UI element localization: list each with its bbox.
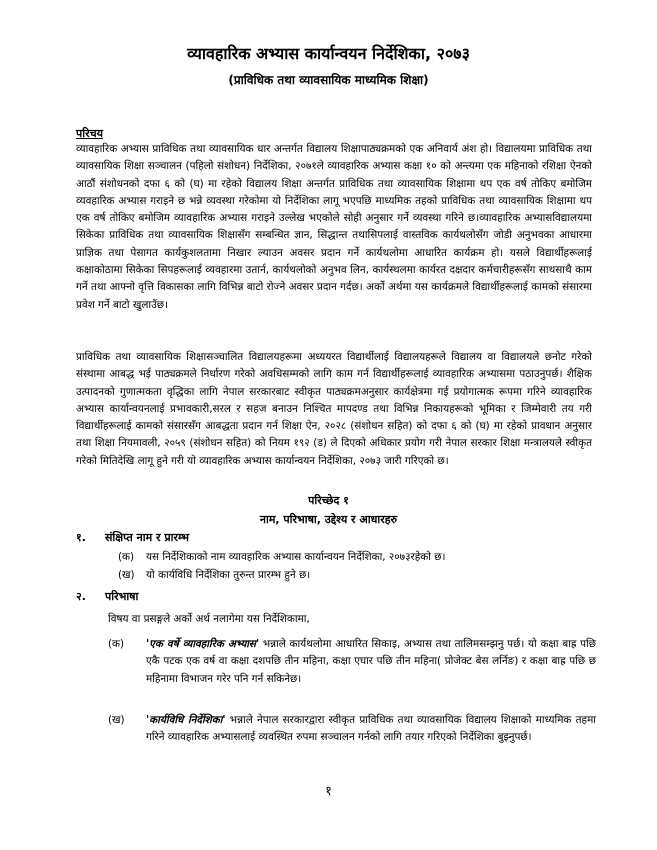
intro-heading: परिचय: [76, 127, 103, 140]
section-1-number: १.: [76, 531, 86, 544]
chapter-title: नाम, परिभाषा, उद्देश्य र आधारहरु: [259, 513, 398, 526]
intro-paragraph-1: व्यावहारिक अभ्यास प्राविधिक तथा व्यावसायिक धार अन्तर्गत विद्यालय शिक्षापाठ्यक्रमको एक अनिवार्य अंश हो। विद्यालयमा प्राविधिक तथा व्यावसायिक शिक्षा सञ्चालन (पहिलो संशोधन) निर्देशिका, २०७१ले व्यावहारिक अभ्यास कक्षा १० को अन्त्यमा एक महिनाको रशिक्षा ऐनको आठौं संशोधनको दफा ६ को (घ) मा रहेको विद्यालय शिक्षा अन्तर्गत प्राविधिक तथा व्यावसायिक शिक्षामा थप एक वर्ष तोकिए बमोजिम व्यवहारिक अभ्यास गराइने छ भन्ने व्यवस्था गरेकोमा यो निर्देशिका लागू भएपछि माध्यमिक तहको प्राविधिक तथा व्यावसायिक शिक्षामा थप एक वर्ष तोकिए बमोजिम व्यावहारिक अभ्यास गराइने उल्लेख भएकोले सोही अनुसार गर्ने व्यवस्था गरिने छ।व्यावहारिक अभ्यासविद्यालयमा सिकेका प्राविधिक तथा व्यावसायिक शिक्षासँग सम्बन्धित ज्ञान, सिद्धान्त तथासिपलाई वास्तविक कार्यथलोसँग जोडी अनुभवका आधारमा प्राज्ञिक तथा पेसागत कार्यकुशलतामा निखार ल्याउन अवसर प्रदान गर्ने कार्यथलोमा आधारित कार्यक्रम हो। यसले विद्यार्थीहरूलाई कक्षाकोठामा सिकेका सिपहरूलाई व्यवहारमा उतार्न, कार्यथलोको अनुभव लिन, कार्यस्थलमा कार्यरत दक्षदार कर्मचारीहरूसँग साथसाथै काम गर्ने तथा आफ्नो वृत्ति विकासका लागि विभिन्न बाटो रोज्ने अवसर प्रदान गर्दछ। अर्को अर्थमा यस कार्यक्रमले विद्यार्थीहरूलाई कामको संसारमा प्रवेश गर्ने बाटो खुलाउँछ।: [76, 143, 592, 311]
document-title: व्यावहारिक अभ्यास कार्यान्वयन निर्देशिका, २०७३: [187, 44, 470, 63]
section-1-item-a-label: (क): [118, 551, 135, 563]
section-1-item-b-text: यो कार्यविधि निर्देशिका तुरुन्त प्रारम्भ हुने छ।: [146, 569, 311, 581]
section-1-title: संक्षिप्त नाम र प्रारम्भ: [105, 531, 189, 544]
page-number: १: [325, 784, 332, 799]
section-2-lead: विषय वा प्रसङ्गले अर्को अर्थ नलागेमा यस निर्देशिकामा,: [108, 613, 310, 625]
definition-b: [146, 712, 596, 747]
document-subtitle: (प्राविधिक तथा व्यावसायिक माध्यमिक शिक्षा): [228, 73, 429, 87]
definition-a-label: (क): [108, 638, 125, 650]
definition-a-text: भन्नाले कार्यथलोमा आधारित सिकाइ, अभ्यास तथा तालिमसम्झनु पर्छ। यो कक्षा बाह्र पछि एकै पटक एक वर्ष वा कक्षा दशपछि तीन महिना, कक्षा एघार पछि तीन महिना( प्रोजेक्ट बेस लर्निङ) र कक्षा बाह्र पछि छ महिनामा विभाजन गरेर पनि गर्न सकिनेछ।: [146, 638, 596, 685]
definition-b-label: (ख): [108, 714, 125, 726]
section-1-item-b-label: (ख): [118, 569, 135, 581]
intro-paragraph-2: प्राविधिक तथा व्यावसायिक शिक्षासञ्चालित विद्यालयहरूमा अध्ययरत विद्यार्थीलाई विद्यालयहरूले विद्यालय वा विद्यालयले छनोट गरेको संस्थामा आबद्ध भई पाठ्यक्रमले निर्धारण गरेको अवधिसम्मको लागि काम गर्न विद्यार्थीहरूलाई व्यावहारिक अभ्यासमा पठाउनुपर्छ। शैक्षिक उत्पादनको गुणात्मकता वृद्धिका लागि नेपाल सरकारबाट स्वीकृत पाठ्यक्रमअनुसार कार्यक्षेत्रमा गई प्रयोगात्मक रूपमा गरिने व्यावहारिक अभ्यास कार्यान्वयनलाई प्रभावकारी,सरल र सहज बनाउन निश्चित मापदण्ड तथा विभिन्न निकायहरूको भूमिका र जिम्मेवारी तय गरी विद्यार्थीहरूलाई कामको संसारसँग आबद्धता प्रदान गर्न शिक्षा ऐन, २०२८ (संशोधन सहित) को दफा ६ को (घ) मा रहेको प्रावधान अनुसार तथा शिक्षा नियमावली, २०५९ (संशोधन सहित) को नियम १९२ (ड) ले दिएको अधिकार प्रयोग गरी नेपाल सरकार शिक्षा मन्त्रालयले स्वीकृत गरेको मितिदेखि लागू हुने गरी यो व्यावहारिक अभ्यास कार्यान्वयन निर्देशिका, २०७३ जारी गरिएको छ।: [76, 351, 592, 467]
definition-a: [146, 636, 596, 688]
definition-b-text: भन्नाले नेपाल सरकारद्वारा स्वीकृत प्राविधिक तथा व्यावसायिक विद्यालय शिक्षाको माध्यमिक तहमा गरिने व्यावहारिक अभ्यासलाई व्यवस्थित रुपमा सञ्चालन गर्नको लागि तयार गरिएको निर्देशिका बुझ्नुपर्छ।: [146, 714, 596, 744]
chapter-number: परिच्छेद १: [308, 494, 349, 507]
definition-a-term: 'एक वर्षे व्यावहारिक अभ्यास': [146, 638, 260, 650]
definition-b-term: 'कार्यविधि निर्देशिका': [146, 714, 226, 726]
section-2-number: २.: [76, 590, 86, 603]
section-1-item-a-text: यस निर्देशिकाको नाम व्यावहारिक अभ्यास कार्यान्वयन निर्देशिका, २०७३रहेको छ।: [146, 551, 446, 563]
section-2-title: परिभाषा: [105, 590, 139, 603]
